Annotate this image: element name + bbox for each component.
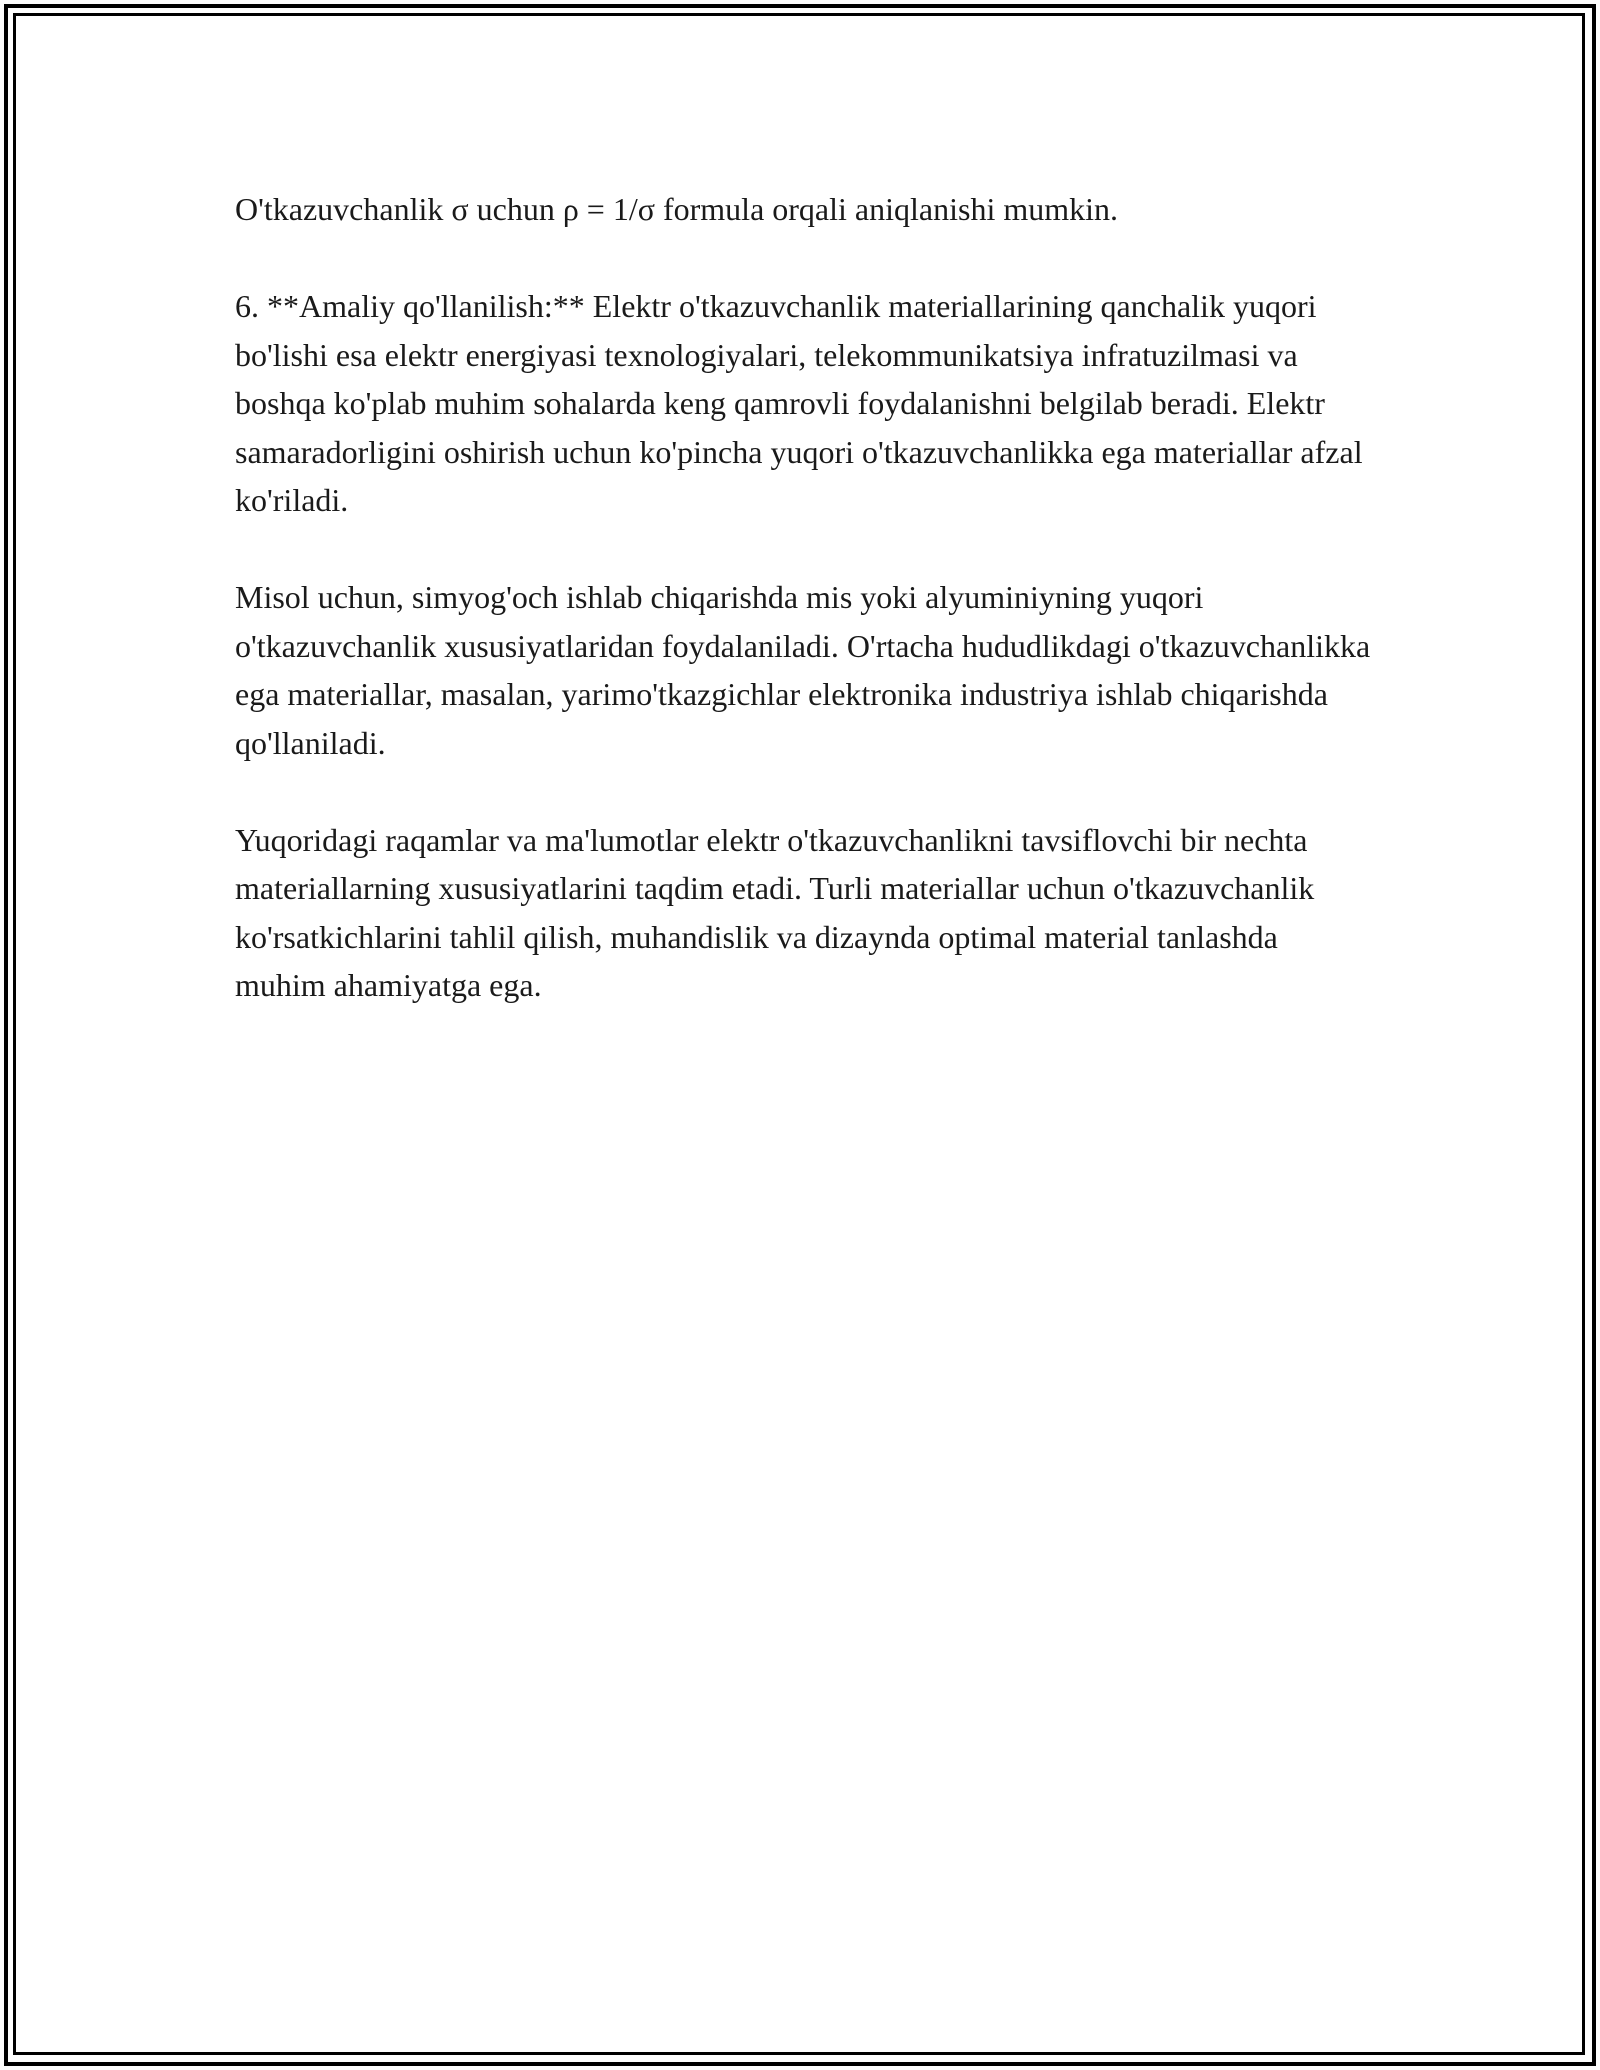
- document-body: [235, 185, 1375, 1058]
- paragraph-example: Misol uchun, simyog'och ishlab chiqarishda mis yoki alyuminiyning yuqori o'tkazuvchanlik xususiyatlaridan foydalaniladi. O'rtacha hududlikdagi o'tkazuvchanlikka ega materiallar, masalan, yarimo'tkazgichlar elektronika industriya ishlab chiqarishda qo'llaniladi.: [235, 579, 1371, 761]
- paragraph-conclusion: Yuqoridagi raqamlar va ma'lumotlar elektr o'tkazuvchanlikni tavsiflovchi bir nechta materiallarning xususiyatlarini taqdim etadi. Turli materiallar uchun o'tkazuvchanlik ko'rsatkichlarini tahlil qilish, muhandislik va dizaynda optimal material tanlashda muhim ahamiyatga ega.: [235, 821, 1315, 1003]
- paragraph-formula: O'tkazuvchanlik σ uchun ρ = 1/σ formula orqali aniqlanishi mumkin.: [235, 191, 1118, 227]
- paragraph-practical-use: 6. **Amaliy qo'llanilish:** Elektr o'tkazuvchanlik materiallarining qanchalik yuqori bo'lishi esa elektr energiyasi texnologiyalari, telekommunikatsiya infratuzilmasi va boshqa ko'plab muhim sohalarda keng qamrovli foydalanishni belgilab beradi. Elektr samaradorligini oshirish uchun ko'pincha yuqori o'tkazuvchanlikka ega materiallar afzal ko'riladi.: [235, 288, 1363, 518]
